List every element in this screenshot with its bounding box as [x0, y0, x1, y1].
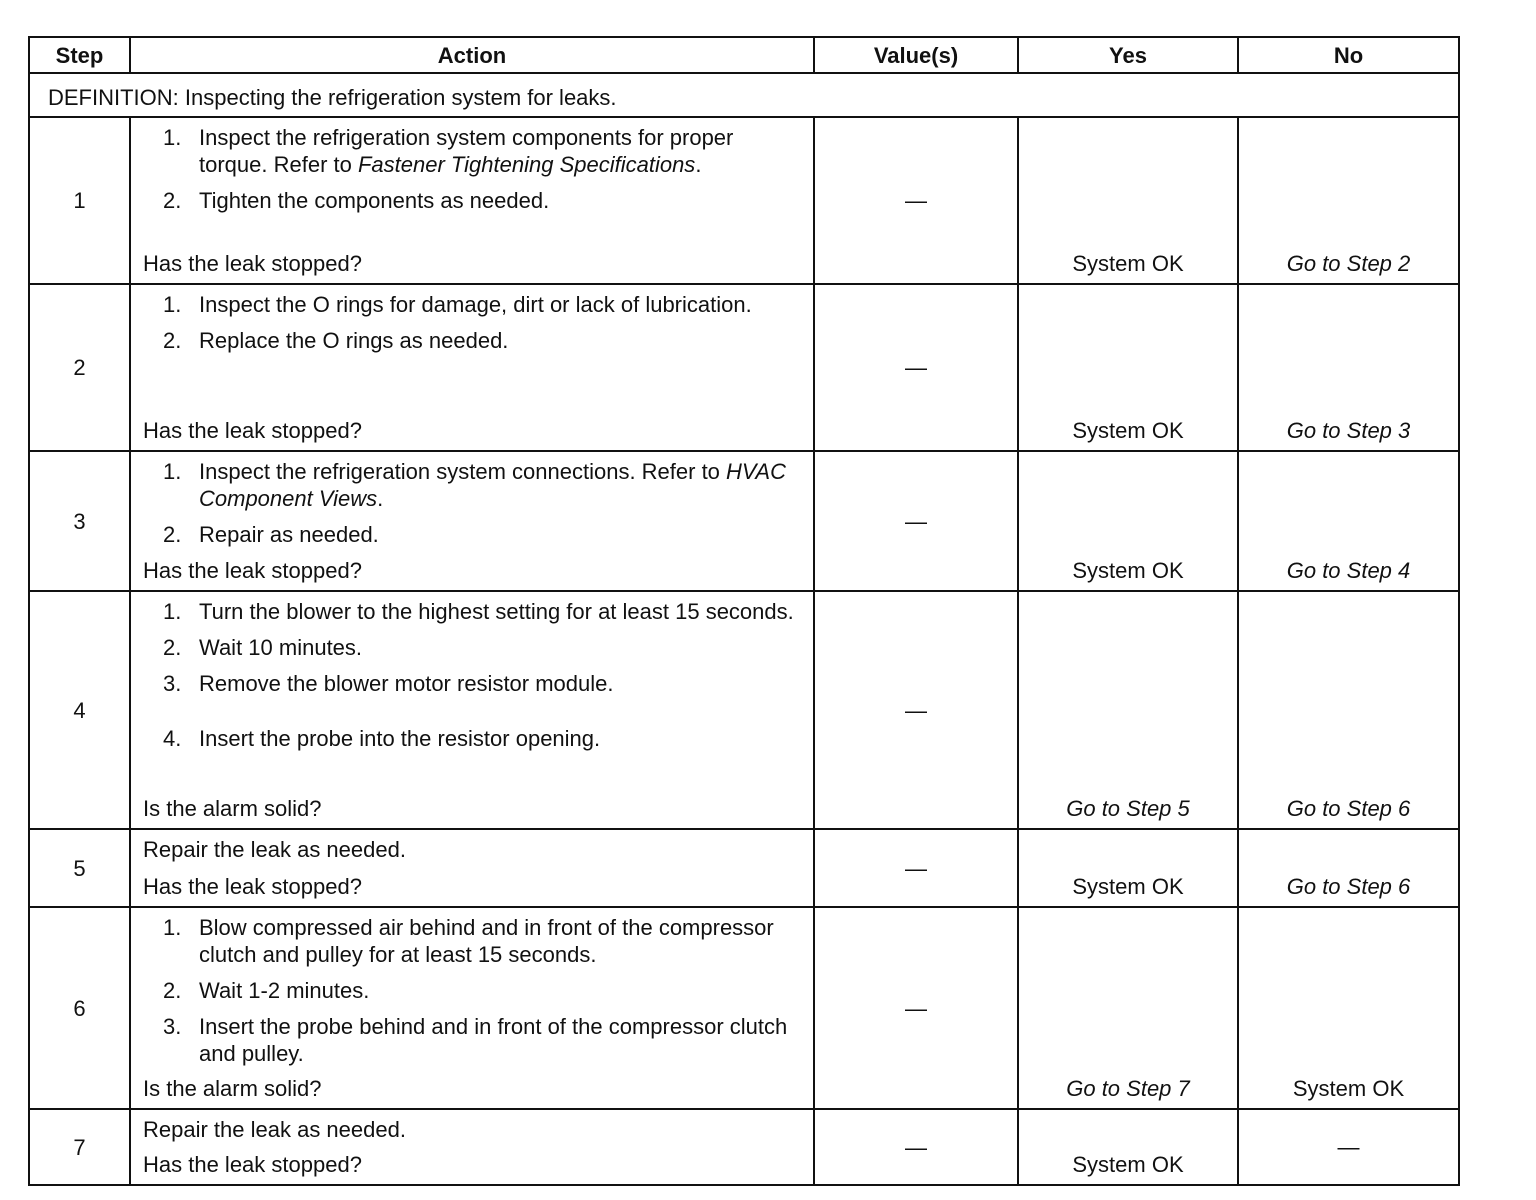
list-item [143, 1013, 803, 1067]
yes-cell [1018, 1109, 1238, 1185]
no-cell [1238, 1109, 1459, 1185]
yes-result: Go to Step 7 [1066, 1076, 1190, 1101]
header-row [29, 37, 1459, 73]
item-text: Inspect the refrigeration system components for proper torque. Refer to [199, 125, 734, 177]
item-number: 1. [163, 599, 182, 624]
action-line: Repair the leak as needed. [143, 837, 406, 862]
question-text: Is the alarm solid? [143, 796, 322, 821]
value-cell: — [814, 907, 1018, 1109]
yes-cell [1018, 591, 1238, 829]
step-number: 2 [29, 284, 130, 451]
list-item [143, 187, 803, 214]
list-item [143, 291, 803, 318]
list-item [143, 521, 803, 548]
item-text: Wait 1-2 minutes. [199, 978, 370, 1003]
action-list [143, 124, 803, 214]
item-number: 1. [163, 915, 182, 940]
yes-cell [1018, 829, 1238, 907]
value-cell: — [814, 1109, 1018, 1185]
item-tail: . [695, 152, 702, 177]
header-values: Value(s) [814, 37, 1018, 73]
question-text: Is the alarm solid? [143, 1076, 322, 1101]
no-result: — [1337, 1134, 1360, 1160]
no-result: Go to Step 4 [1286, 558, 1411, 583]
yes-result: System OK [1072, 251, 1184, 276]
item-text: Wait 10 minutes. [199, 635, 363, 660]
item-number: 1. [163, 292, 182, 317]
value-cell: — [814, 117, 1018, 284]
item-number: 2. [163, 978, 182, 1003]
item-number: 3. [163, 671, 182, 696]
table-row [29, 829, 1459, 907]
action-list [143, 291, 803, 354]
question-text: Has the leak stopped? [143, 1152, 362, 1177]
no-result: System OK [1292, 1076, 1405, 1101]
action-cell [130, 829, 814, 907]
action-cell [130, 284, 814, 451]
value-cell: — [814, 284, 1018, 451]
item-number: 1. [163, 459, 182, 484]
yes-cell [1018, 907, 1238, 1109]
no-cell [1238, 907, 1459, 1109]
yes-cell [1018, 451, 1238, 591]
list-item [143, 634, 803, 661]
definition-text: DEFINITION: Inspecting the refrigeration system for leaks. [29, 73, 1459, 117]
no-result: Go to Step 3 [1286, 418, 1411, 443]
item-number: 2. [163, 188, 182, 213]
item-text: Inspect the O rings for damage, dirt or lack of lubrication. [199, 292, 752, 317]
item-text: Inspect the refrigeration system connections. Refer to [199, 459, 727, 484]
item-number: 2. [163, 328, 182, 353]
yes-cell [1018, 284, 1238, 451]
header-step: Step [29, 37, 130, 73]
no-cell [1238, 451, 1459, 591]
item-text: Tighten the components as needed. [199, 188, 550, 213]
item-tail: . [377, 486, 384, 511]
no-result: Go to Step 2 [1286, 251, 1411, 276]
table-row [29, 907, 1459, 1109]
question-text: Has the leak stopped? [143, 418, 362, 443]
step-number: 6 [29, 907, 130, 1109]
step-number: 4 [29, 591, 130, 829]
item-number: 2. [163, 522, 182, 547]
item-text: Insert the probe behind and in front of the compressor clutch and pulley. [199, 1014, 788, 1066]
item-text: Remove the blower motor resistor module. [199, 671, 614, 696]
list-item [143, 725, 803, 752]
question-text: Has the leak stopped? [143, 874, 362, 899]
no-cell [1238, 117, 1459, 284]
step-number: 1 [29, 117, 130, 284]
yes-result: System OK [1072, 1152, 1184, 1177]
no-cell [1238, 591, 1459, 829]
yes-result: System OK [1072, 558, 1184, 583]
header-yes: Yes [1018, 37, 1238, 73]
action-cell [130, 117, 814, 284]
header-no: No [1238, 37, 1459, 73]
item-number: 2. [163, 635, 182, 660]
list-item [143, 458, 803, 512]
action-cell [130, 591, 814, 829]
item-reference: HVAC Component Views [199, 459, 786, 511]
list-item [143, 598, 803, 625]
no-result: Go to Step 6 [1286, 874, 1411, 899]
list-item [143, 977, 803, 1004]
question-text: Has the leak stopped? [143, 251, 362, 276]
definition-row [29, 73, 1459, 117]
value-cell: — [814, 451, 1018, 591]
item-number: 4. [163, 726, 182, 751]
table-row [29, 117, 1459, 284]
action-cell [130, 451, 814, 591]
question-text: Has the leak stopped? [143, 558, 362, 583]
action-list [143, 914, 803, 1067]
value-cell: — [814, 591, 1018, 829]
item-text: Blow compressed air behind and in front of the compressor clutch and pulley for at least 15 seconds. [199, 915, 774, 967]
no-cell [1238, 829, 1459, 907]
table-row [29, 451, 1459, 591]
no-cell [1238, 284, 1459, 451]
item-text: Turn the blower to the highest setting for at least 15 seconds. [199, 599, 794, 624]
item-number: 3. [163, 1014, 182, 1039]
step-number: 3 [29, 451, 130, 591]
table-row [29, 284, 1459, 451]
action-list [143, 598, 803, 752]
item-text: Insert the probe into the resistor opening. [199, 726, 601, 751]
table-row [29, 1109, 1459, 1185]
yes-cell [1018, 117, 1238, 284]
list-item [143, 914, 803, 968]
list-item [143, 327, 803, 354]
no-result: Go to Step 6 [1286, 796, 1411, 821]
diagnostic-table [28, 36, 1460, 1186]
action-line: Repair the leak as needed. [143, 1117, 406, 1142]
list-item [143, 670, 803, 697]
list-item [143, 124, 803, 178]
step-number: 5 [29, 829, 130, 907]
yes-result: Go to Step 5 [1066, 796, 1190, 821]
table-row [29, 591, 1459, 829]
item-number: 1. [163, 125, 182, 150]
value-cell: — [814, 829, 1018, 907]
step-number: 7 [29, 1109, 130, 1185]
diagnostic-table-page [28, 36, 1458, 1186]
item-reference: Fastener Tightening Specifications [357, 152, 696, 177]
yes-result: System OK [1072, 874, 1184, 899]
action-cell [130, 1109, 814, 1185]
action-list [143, 458, 803, 548]
action-cell [130, 907, 814, 1109]
yes-result: System OK [1072, 418, 1184, 443]
item-text: Repair as needed. [199, 522, 379, 547]
header-action: Action [130, 37, 814, 73]
item-text: Replace the O rings as needed. [199, 328, 509, 353]
